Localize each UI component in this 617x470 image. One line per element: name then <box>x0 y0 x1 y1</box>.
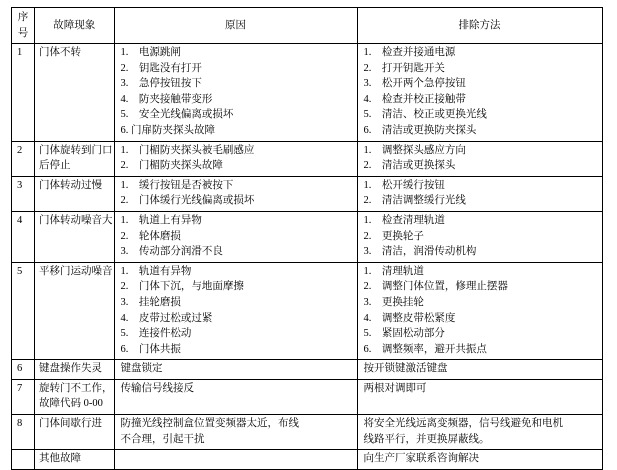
text-line: 门体间歇行进 <box>39 418 102 430</box>
cell-no <box>12 379 35 414</box>
table-row <box>12 176 603 211</box>
text-line: 2. 钥匙没有打开 <box>120 62 202 74</box>
text-line: 2. 打开钥匙开关 <box>363 62 445 74</box>
cell-phenomenon <box>35 415 115 450</box>
text-line: 3. 清洁，润滑传动机构 <box>363 246 477 258</box>
cell-methods <box>357 379 602 414</box>
text-line: 键盘锁定 <box>120 363 163 375</box>
table-row <box>12 379 603 414</box>
text-line: 1. 松开缓行按钮 <box>363 179 445 191</box>
table-row <box>12 450 603 470</box>
text-line: 后停止 <box>39 160 71 172</box>
text-line: 5 <box>17 265 23 277</box>
cell-no <box>12 211 35 262</box>
text-line: 按开锁键激活键盘 <box>363 363 448 375</box>
text-line: 6. 门扉防夹探头故障 <box>120 124 215 136</box>
text-line: 3. 急停按钮按下 <box>120 78 202 90</box>
text-line: 4. 防夹接触带变形 <box>120 93 213 105</box>
text-line: 向生产厂家联系咨询解决 <box>363 453 479 465</box>
text-line: 排除方法 <box>458 19 501 31</box>
cell-phenomenon <box>35 211 115 262</box>
text-line: 号 <box>17 27 29 39</box>
text-line: 故障代码 0-00 <box>39 398 103 410</box>
text-line: 5. 清洁、校正或更换光线 <box>363 109 487 121</box>
text-line: 3. 更换挂轮 <box>363 296 424 308</box>
cell-phenomenon <box>35 44 115 142</box>
cell-methods <box>357 211 602 262</box>
text-line: 1. 检查清理轨道 <box>363 214 445 226</box>
text-line: 1. 轨道有异物 <box>120 265 192 277</box>
troubleshooting-table <box>11 7 603 470</box>
text-line: 2. 门体缓行光线偏离或损坏 <box>120 195 255 207</box>
text-line: 1. 门楣防夹探头被毛刷感应 <box>120 144 255 156</box>
cell-phenomenon <box>35 176 115 211</box>
text-line: 原因 <box>225 19 246 31</box>
cell-causes <box>114 44 357 142</box>
cell-causes <box>114 379 357 414</box>
cell-no <box>12 262 35 360</box>
text-line: 1. 电源跳闸 <box>120 47 181 58</box>
column-header-causes <box>114 8 357 44</box>
column-header-no <box>12 8 35 44</box>
text-line: 门体不转 <box>39 47 81 58</box>
text-line: 序 <box>17 11 29 23</box>
text-line: 2. 更换轮子 <box>363 230 424 242</box>
text-line: 4. 调整皮带松紧度 <box>363 312 456 324</box>
cell-phenomenon <box>35 141 115 176</box>
cell-causes <box>114 176 357 211</box>
cell-no <box>12 141 35 176</box>
text-line: 2 <box>17 144 23 156</box>
cell-causes <box>114 141 357 176</box>
column-header-phenomenon <box>35 8 115 44</box>
cell-methods <box>357 450 602 470</box>
cell-methods <box>357 360 602 380</box>
text-line: 将安全光线远离变频器，信号线避免和电机 <box>363 418 563 430</box>
cell-no <box>12 360 35 380</box>
text-line: 旋转门不工作， <box>39 382 113 394</box>
text-line: 7 <box>17 382 23 394</box>
cell-no <box>12 44 35 142</box>
text-line: 6. 门体共振 <box>120 343 181 355</box>
text-line: 3 <box>17 179 23 191</box>
text-line: 1. 检查并接通电源 <box>363 47 456 58</box>
text-line: 5. 安全光线偏离或损坏 <box>120 109 234 121</box>
cell-methods <box>357 44 602 142</box>
text-line: 4 <box>17 214 23 226</box>
text-line: 6. 调整频率，避开共振点 <box>363 343 487 355</box>
text-line: 3. 挂轮磨损 <box>120 296 181 308</box>
table-row <box>12 415 603 450</box>
table-header <box>12 8 603 44</box>
table-body <box>12 44 603 470</box>
text-line: 5. 紧固松动部分 <box>363 328 445 340</box>
text-line: 不合理，引起干扰 <box>120 433 205 445</box>
text-line: 5. 连接件松动 <box>120 328 192 340</box>
text-line: 门体旋转到门口 <box>39 144 113 156</box>
text-line: 2. 调整门体位置，修理止摆器 <box>363 281 508 293</box>
cell-no <box>12 176 35 211</box>
text-line: 防撞光线控制盒位置变频器太近，布线 <box>120 418 299 430</box>
text-line: 1 <box>17 47 23 58</box>
text-line: 2. 清洁调整缓行光线 <box>363 195 466 207</box>
table-row <box>12 211 603 262</box>
text-line: 1. 清理轨道 <box>363 265 424 277</box>
table-row <box>12 44 603 142</box>
text-line: 6 <box>17 363 23 375</box>
text-line: 4. 检查并校正接触带 <box>363 93 466 105</box>
cell-phenomenon <box>35 450 115 470</box>
column-header-methods <box>357 8 602 44</box>
text-line: 线路平行，并更换屏蔽线。 <box>363 433 490 445</box>
cell-phenomenon <box>35 360 115 380</box>
text-line: 3. 松开两个急停按钮 <box>363 78 466 90</box>
manual-page <box>11 7 603 470</box>
cell-causes <box>114 211 357 262</box>
header-row <box>12 8 603 44</box>
cell-causes <box>114 360 357 380</box>
table-row <box>12 141 603 176</box>
text-line: 1. 缓行按钮是否被按下 <box>120 179 234 191</box>
cell-causes <box>114 415 357 450</box>
text-line: 门体转动噪音大 <box>39 214 113 226</box>
text-line: 8 <box>17 418 23 430</box>
cell-methods <box>357 176 602 211</box>
cell-causes <box>114 450 357 470</box>
text-line: 2. 门楣防夹探头故障 <box>120 160 223 172</box>
text-line: 6. 清洁或更换防夹探头 <box>363 124 477 136</box>
text-line: 故障现象 <box>53 19 96 31</box>
text-line: 两根对调即可 <box>363 382 427 394</box>
text-line: 2. 门体下沉，与地面摩擦 <box>120 281 244 293</box>
table-row <box>12 360 603 380</box>
text-line: 1. 调整探头感应方向 <box>363 144 466 156</box>
text-line: 1. 轨道上有异物 <box>120 214 202 226</box>
text-line: 键盘操作失灵 <box>39 363 102 375</box>
cell-methods <box>357 415 602 450</box>
text-line: 传输信号线接反 <box>120 382 194 394</box>
text-line: 4. 皮带过松或过紧 <box>120 312 213 324</box>
text-line: 2. 清洁或更换探头 <box>363 160 456 172</box>
cell-causes <box>114 262 357 360</box>
text-line: 3. 传动部分润滑不良 <box>120 246 223 258</box>
text-line: 其他故障 <box>39 453 81 465</box>
text-line: 2. 轮体磨损 <box>120 230 181 242</box>
cell-methods <box>357 141 602 176</box>
text-line: 门体转动过慢 <box>39 179 102 191</box>
text-line: 平移门运动噪音 <box>39 265 113 277</box>
cell-methods <box>357 262 602 360</box>
cell-no <box>12 415 35 450</box>
table-row <box>12 262 603 360</box>
cell-no <box>12 450 35 470</box>
cell-phenomenon <box>35 379 115 414</box>
cell-phenomenon <box>35 262 115 360</box>
